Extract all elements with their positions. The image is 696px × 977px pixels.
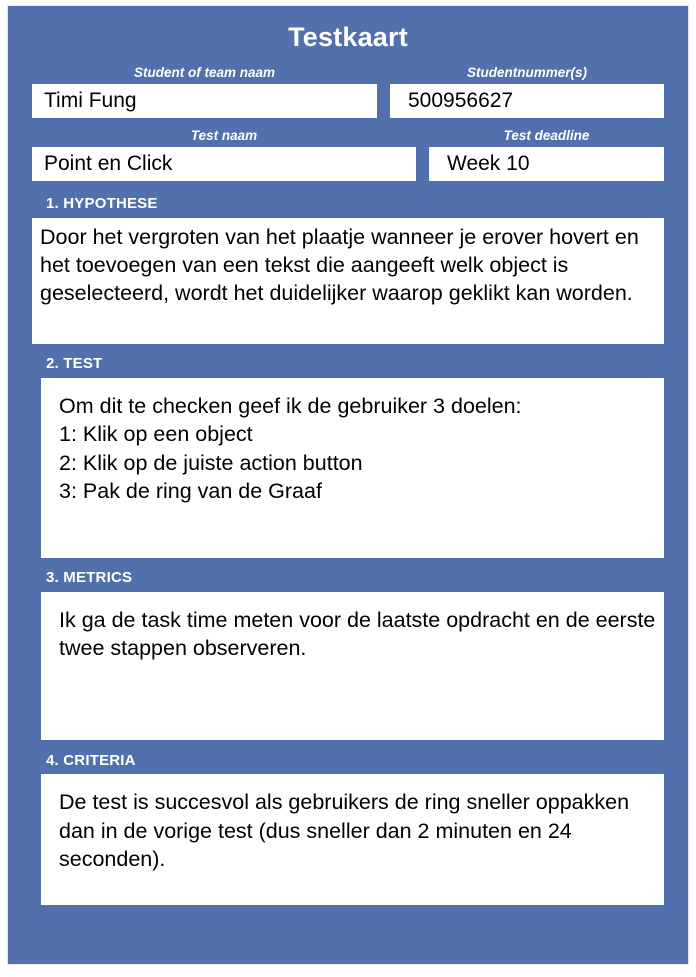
student-name-label: Student of team naam <box>133 65 276 80</box>
test-deadline-label: Test deadline <box>503 128 590 144</box>
testkaart-card <box>8 6 688 964</box>
page-title: Testkaart <box>288 22 408 52</box>
section-criteria <box>8 752 688 906</box>
section-metrics-textbox[interactable] <box>41 592 664 740</box>
student-number-input[interactable]: 500956627 <box>390 84 664 118</box>
test-name-label: Test naam <box>190 128 258 144</box>
student-name-input[interactable]: Timi Fung <box>32 84 377 118</box>
section-hypothese-body: Door het vergroten van het plaatje wanneer je erover hovert en het toevoegen van een tekst die aangeeft welk object is geselecteerd, wordt het duidelijker waarop geklikt kan worden. <box>40 225 639 306</box>
field-student-name <box>32 65 377 118</box>
section-criteria-body: De test is succesvol als gebruikers de ring sneller oppakken dan in de vorige test (dus sneller dan 2 minuten en 24 seconden). <box>59 790 630 872</box>
section-hypothese-header: 1. HYPOTHESE <box>46 195 158 213</box>
field-test-deadline <box>429 128 664 181</box>
section-hypothese-textbox[interactable] <box>32 218 664 344</box>
section-test-line-1: Om dit te checken geef ik de gebruiker 3 doelen: <box>59 393 522 418</box>
section-criteria-header: 4. CRITERIA <box>46 751 136 769</box>
student-number-label: Studentnummer(s) <box>466 65 587 80</box>
section-test-header: 2. TEST <box>46 355 103 373</box>
section-test-line-2: 1: Klik op een object <box>59 422 253 447</box>
section-hypothese <box>8 195 688 344</box>
section-metrics-body: Ik ga de task time meten voor de laatste opdracht en de eerste twee stappen observeren. <box>59 607 656 660</box>
field-row-test-meta <box>8 128 688 181</box>
section-test-textbox[interactable] <box>41 378 664 558</box>
section-metrics <box>8 569 688 740</box>
field-student-number <box>390 65 664 118</box>
section-test-line-4: 3: Pak de ring van de Graaf <box>59 479 322 503</box>
field-row-identity <box>8 65 688 118</box>
section-criteria-textbox[interactable] <box>41 774 664 905</box>
section-metrics-header: 3. METRICS <box>46 568 133 586</box>
section-test-line-3: 2: Klik op de juiste action button <box>59 450 363 475</box>
test-deadline-input[interactable]: Week 10 <box>429 147 664 181</box>
section-test <box>8 355 688 558</box>
field-test-name <box>32 128 416 181</box>
test-name-input[interactable]: Point en Click <box>32 147 416 181</box>
